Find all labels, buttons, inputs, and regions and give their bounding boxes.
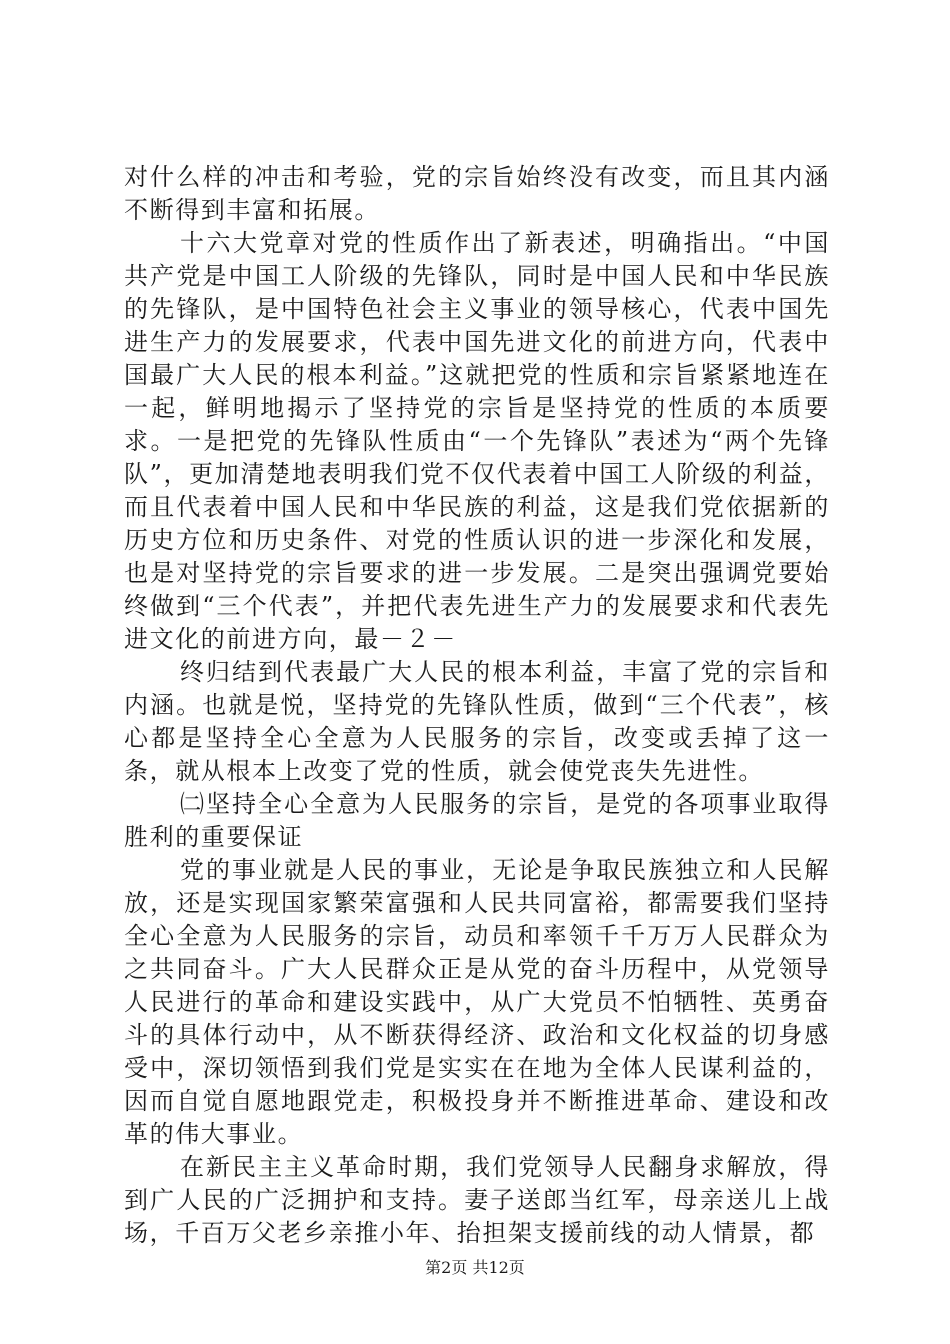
paragraph-3: 终归结到代表最广大人民的根本利益，丰富了党的宗旨和内涵。也就是悦，坚持党的先锋队性质，做到“三个代表”，核心都是坚持全心全意为人民服务的宗旨，改变或丢掉了这一条，就从根本上改变了党的性质，就会使党丧失先进性。 [124,658,830,785]
paragraph-2: 十六大党章对党的性质作出了新表述，明确指出。“中国共产党是中国工人阶级的先锋队，同时是中国人民和中华民族的先锋队，是中国特色社会主义事业的领导核心，代表中国先进生产力的发展要求，代表中国先进文化的前进方向，代表中国最广大人民的根本利益。”这就把党的性质和宗旨紧紧地连在一起，鲜明地揭示了坚持党的宗旨是坚持党的性质的本质要求。一是把党的先锋队性质由“一个先锋队”表述为“两个先锋队”，更加清楚地表明我们党不仅代表着中国工人阶级的利益，而且代表着中国人民和中华民族的利益，这是我们党依据新的历史方位和历史条件、对党的性质认识的进一步深化和发展，也是对坚持党的宗旨要求的进一步发展。二是突出强调党要始终做到“三个代表”，并把代表先进生产力的发展要求和代表先进文化的前进方向，最－２－ [124,229,830,653]
paragraph-5: 在新民主主义革命时期，我们党领导人民翻身求解放，得到广人民的广泛拥护和支持。妻子送郎当红军，母亲送儿上战场，千百万父老乡亲推小年、抬担架支援前线的动人情景，都 [124,1153,830,1247]
section-heading: ㈡坚持全心全意为人民服务的宗旨，是党的各项事业取得胜利的重要保证 [124,790,830,851]
page-footer: 第2页 共12页 [425,1258,525,1277]
document-body [124,161,830,1250]
paragraph-4: 党的事业就是人民的事业，无论是争取民族独立和人民解放，还是实现国家繁荣富强和人民共同富裕，都需要我们坚持全心全意为人民服务的宗旨，动员和率领千千万万人民群众为之共同奋斗。广大人民群众正是从党的奋斗历程中，从党领导人民进行的革命和建设实践中，从广大党员不怕牺牲、英勇奋斗的具体行动中，从不断获得经济、政治和文化权益的切身感受中，深切领悟到我们党是实实在在地为全体人民谋利益的，因而自觉自愿地跟党走，积极投身并不断推进革命、建设和改革的伟大事业。 [124,856,830,1148]
paragraph-1: 对什么样的冲击和考验，党的宗旨始终没有改变，而且其内涵不断得到丰富和拓展。 [124,163,830,224]
